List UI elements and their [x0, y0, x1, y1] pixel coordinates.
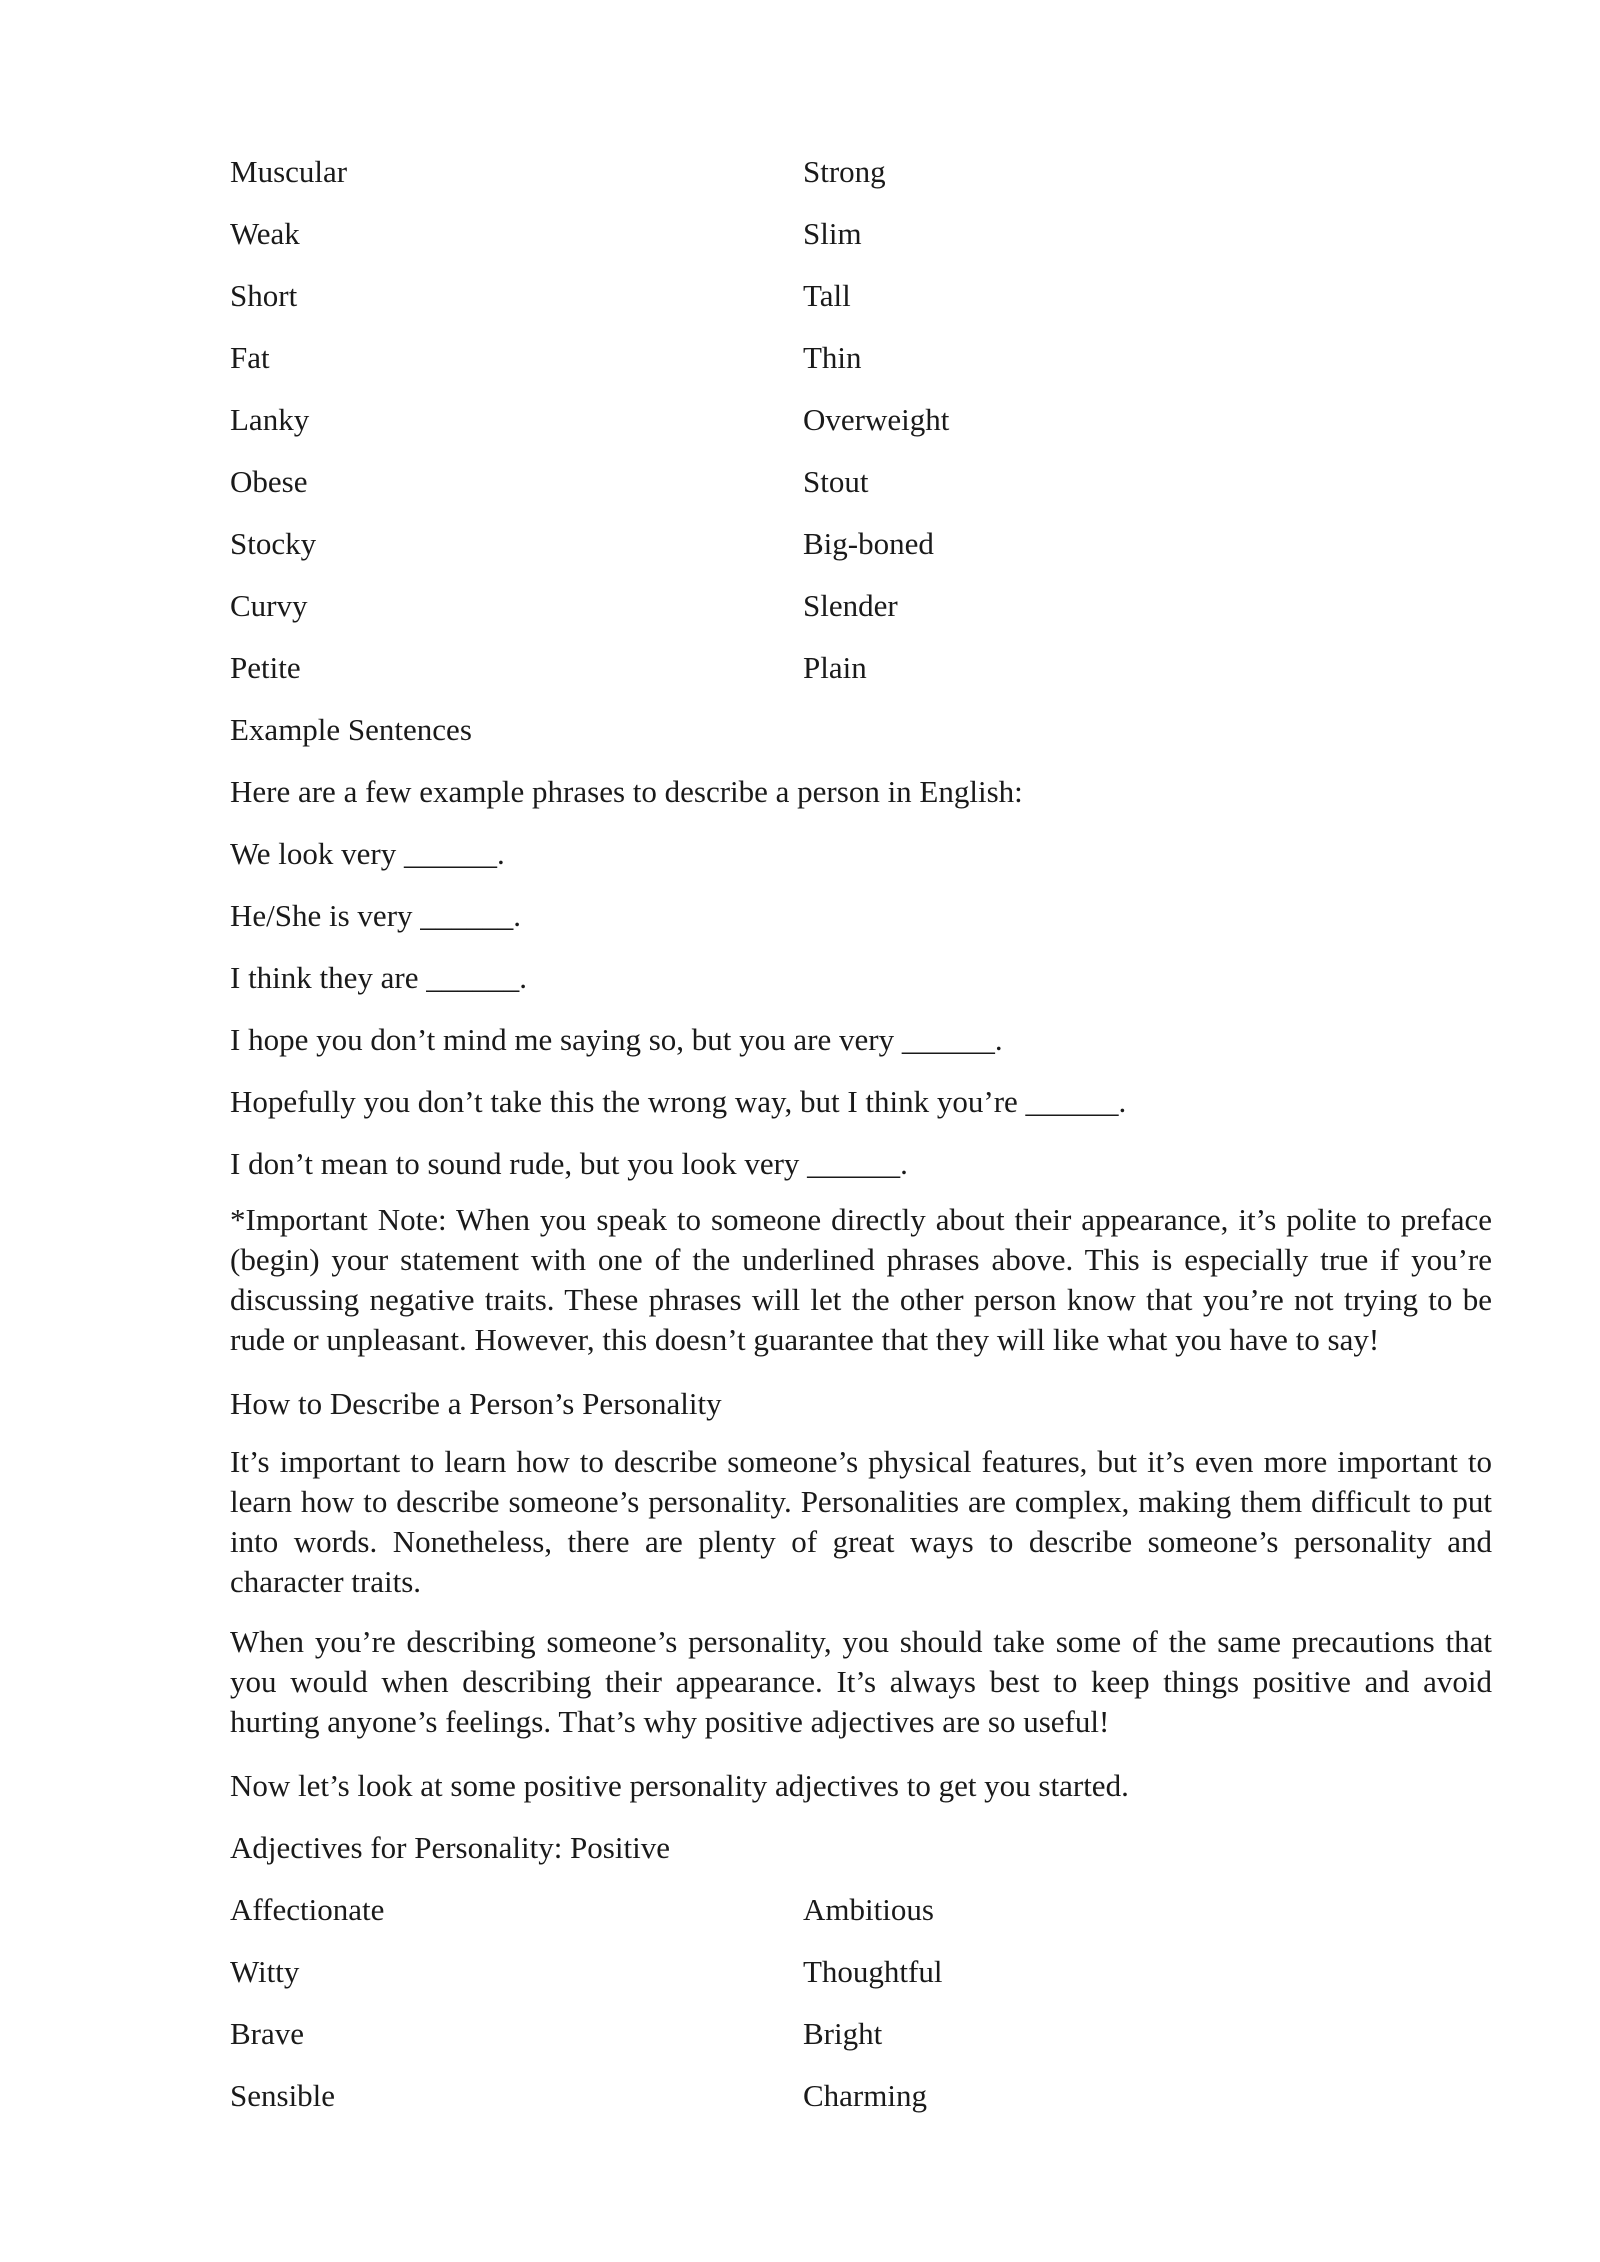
- personality-lead: Now let’s look at some positive personality adjectives to get you started.: [230, 1768, 1129, 1803]
- adjective-row: [230, 2010, 1492, 2072]
- section-heading-positive: Adjectives for Personality: Positive: [230, 1830, 670, 1865]
- example-phrase: I think they are ______.: [230, 960, 528, 995]
- important-note: *Important Note: When you speak to someone directly about their appearance, it’s polite to preface (begin) your statement with one of the underlined phrases above. This is especially true if you’re discussing negative traits. These phrases will let the other person know that you’re not trying to be rude or unpleasant. However, this doesn’t guarantee that they will like what you have to say!: [230, 1202, 1492, 1357]
- adjective-left: Obese: [230, 464, 308, 499]
- adjective-right: Ambitious: [803, 1892, 934, 1927]
- adjective-right: Thin: [803, 340, 862, 375]
- adjective-right: Strong: [803, 154, 886, 189]
- adjective-left: Lanky: [230, 402, 310, 437]
- adjective-right: Slim: [803, 216, 862, 251]
- adjective-right: Tall: [803, 278, 851, 313]
- adjective-left: Petite: [230, 650, 301, 685]
- adjective-row: [230, 2072, 1492, 2134]
- adjective-right: Big-boned: [803, 526, 934, 561]
- section-heading-personality: How to Describe a Person’s Personality: [230, 1386, 722, 1421]
- adjective-right: Bright: [803, 2016, 883, 2051]
- section-heading-examples: Example Sentences: [230, 712, 472, 747]
- adjective-left: Muscular: [230, 154, 348, 189]
- adjective-right: Overweight: [803, 402, 950, 437]
- adjective-row: [230, 644, 1492, 706]
- adjective-row: [230, 210, 1492, 272]
- adjective-row: [230, 334, 1492, 396]
- document-page: [230, 148, 1492, 2134]
- adjective-right: Thoughtful: [803, 1954, 943, 1989]
- example-intro: Here are a few example phrases to describe a person in English:: [230, 774, 1023, 809]
- personality-paragraph: It’s important to learn how to describe someone’s physical features, but it’s even more important to learn how to describe someone’s personality. Personalities are complex, making them difficult to put into words. Nonetheless, there are plenty of great ways to describe someone’s personality and character traits.: [230, 1444, 1492, 1599]
- adjective-right: Charming: [803, 2078, 927, 2113]
- adjective-left: Weak: [230, 216, 300, 251]
- adjective-right: Stout: [803, 464, 869, 499]
- example-phrase: I don’t mean to sound rude, but you look very ______.: [230, 1146, 908, 1181]
- adjective-row: [230, 1886, 1492, 1948]
- personality-paragraph: When you’re describing someone’s personality, you should take some of the same precautions that you would when describing their appearance. It’s always best to keep things positive and avoid hurting anyone’s feelings. That’s why positive adjectives are so useful!: [230, 1624, 1492, 1739]
- adjective-row: [230, 272, 1492, 334]
- adjective-right: Slender: [803, 588, 898, 623]
- adjective-left: Witty: [230, 1954, 300, 1989]
- adjective-row: [230, 396, 1492, 458]
- example-phrase: He/She is very ______.: [230, 898, 522, 933]
- adjective-right: Plain: [803, 650, 867, 685]
- example-phrase: We look very ______.: [230, 836, 505, 871]
- adjective-row: [230, 520, 1492, 582]
- adjective-row: [230, 1948, 1492, 2010]
- adjective-left: Short: [230, 278, 298, 313]
- adjective-left: Curvy: [230, 588, 308, 623]
- adjective-left: Sensible: [230, 2078, 336, 2113]
- adjective-left: Stocky: [230, 526, 317, 561]
- example-phrase: Hopefully you don’t take this the wrong way, but I think you’re ______.: [230, 1084, 1127, 1119]
- adjective-row: [230, 582, 1492, 644]
- adjective-left: Affectionate: [230, 1892, 385, 1927]
- adjective-left: Brave: [230, 2016, 305, 2051]
- adjective-left: Fat: [230, 340, 270, 375]
- adjective-row: [230, 148, 1492, 210]
- example-phrase: I hope you don’t mind me saying so, but you are very ______.: [230, 1022, 1003, 1057]
- adjective-row: [230, 458, 1492, 520]
